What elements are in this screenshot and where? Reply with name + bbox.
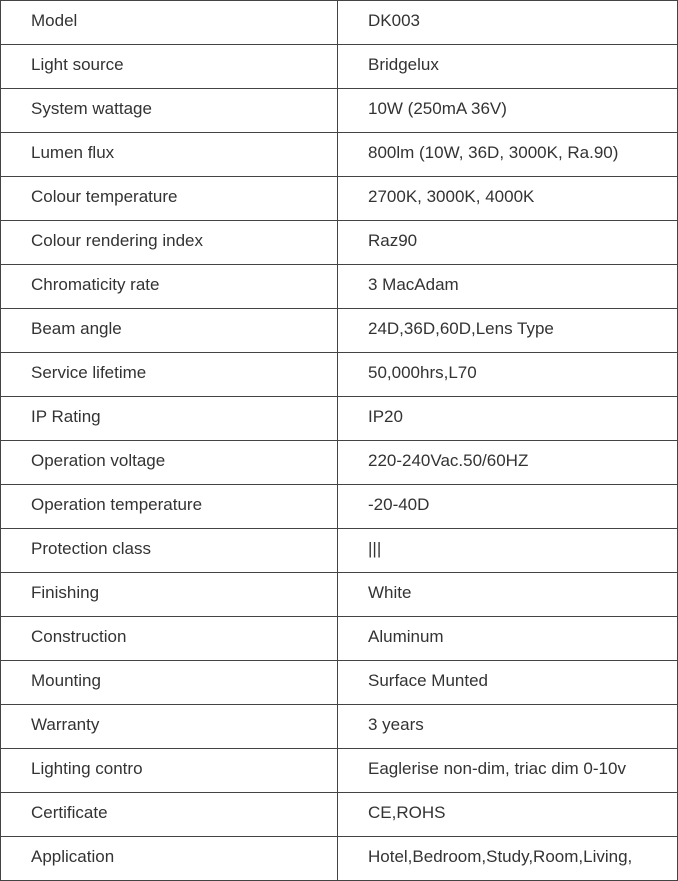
table-row xyxy=(1,353,678,397)
spec-label: Lumen flux xyxy=(1,133,338,177)
spec-label: Warranty xyxy=(1,705,338,749)
table-row xyxy=(1,133,678,177)
spec-table-body xyxy=(1,1,678,881)
table-row xyxy=(1,529,678,573)
spec-value: Bridgelux xyxy=(338,45,678,89)
table-row xyxy=(1,749,678,793)
spec-value: 3 MacAdam xyxy=(338,265,678,309)
spec-value: Raz90 xyxy=(338,221,678,265)
spec-value: 50,000hrs,L70 xyxy=(338,353,678,397)
table-row xyxy=(1,661,678,705)
spec-label: Application xyxy=(1,837,338,881)
spec-label: Beam angle xyxy=(1,309,338,353)
spec-value: 800lm (10W, 36D, 3000K, Ra.90) xyxy=(338,133,678,177)
table-row xyxy=(1,837,678,881)
spec-label: Lighting contro xyxy=(1,749,338,793)
spec-value: 2700K, 3000K, 4000K xyxy=(338,177,678,221)
table-row xyxy=(1,485,678,529)
table-row xyxy=(1,397,678,441)
spec-value: 24D,36D,60D,Lens Type xyxy=(338,309,678,353)
spec-label: System wattage xyxy=(1,89,338,133)
spec-label: Colour rendering index xyxy=(1,221,338,265)
table-row xyxy=(1,441,678,485)
spec-label: Light source xyxy=(1,45,338,89)
spec-value: -20-40D xyxy=(338,485,678,529)
table-row xyxy=(1,1,678,45)
spec-label: Colour temperature xyxy=(1,177,338,221)
table-row xyxy=(1,45,678,89)
table-row xyxy=(1,265,678,309)
spec-label: Construction xyxy=(1,617,338,661)
spec-value: White xyxy=(338,573,678,617)
spec-value: Eaglerise non-dim, triac dim 0-10v xyxy=(338,749,678,793)
spec-label: Operation temperature xyxy=(1,485,338,529)
table-row xyxy=(1,309,678,353)
spec-value: 10W (250mA 36V) xyxy=(338,89,678,133)
table-row xyxy=(1,573,678,617)
spec-value: DK003 xyxy=(338,1,678,45)
spec-value: CE,ROHS xyxy=(338,793,678,837)
table-row xyxy=(1,793,678,837)
table-row xyxy=(1,221,678,265)
spec-label: IP Rating xyxy=(1,397,338,441)
spec-label: Mounting xyxy=(1,661,338,705)
table-row xyxy=(1,705,678,749)
table-row xyxy=(1,617,678,661)
spec-value: Hotel,Bedroom,Study,Room,Living, xyxy=(338,837,678,881)
spec-value: 220-240Vac.50/60HZ xyxy=(338,441,678,485)
spec-label: Finishing xyxy=(1,573,338,617)
spec-value: IP20 xyxy=(338,397,678,441)
spec-value: Surface Munted xyxy=(338,661,678,705)
spec-value: 3 years xyxy=(338,705,678,749)
spec-label: Certificate xyxy=(1,793,338,837)
spec-value: ||| xyxy=(338,529,678,573)
table-row xyxy=(1,89,678,133)
spec-label: Model xyxy=(1,1,338,45)
spec-label: Chromaticity rate xyxy=(1,265,338,309)
spec-value: Aluminum xyxy=(338,617,678,661)
spec-label: Operation voltage xyxy=(1,441,338,485)
spec-label: Service lifetime xyxy=(1,353,338,397)
table-row xyxy=(1,177,678,221)
spec-label: Protection class xyxy=(1,529,338,573)
